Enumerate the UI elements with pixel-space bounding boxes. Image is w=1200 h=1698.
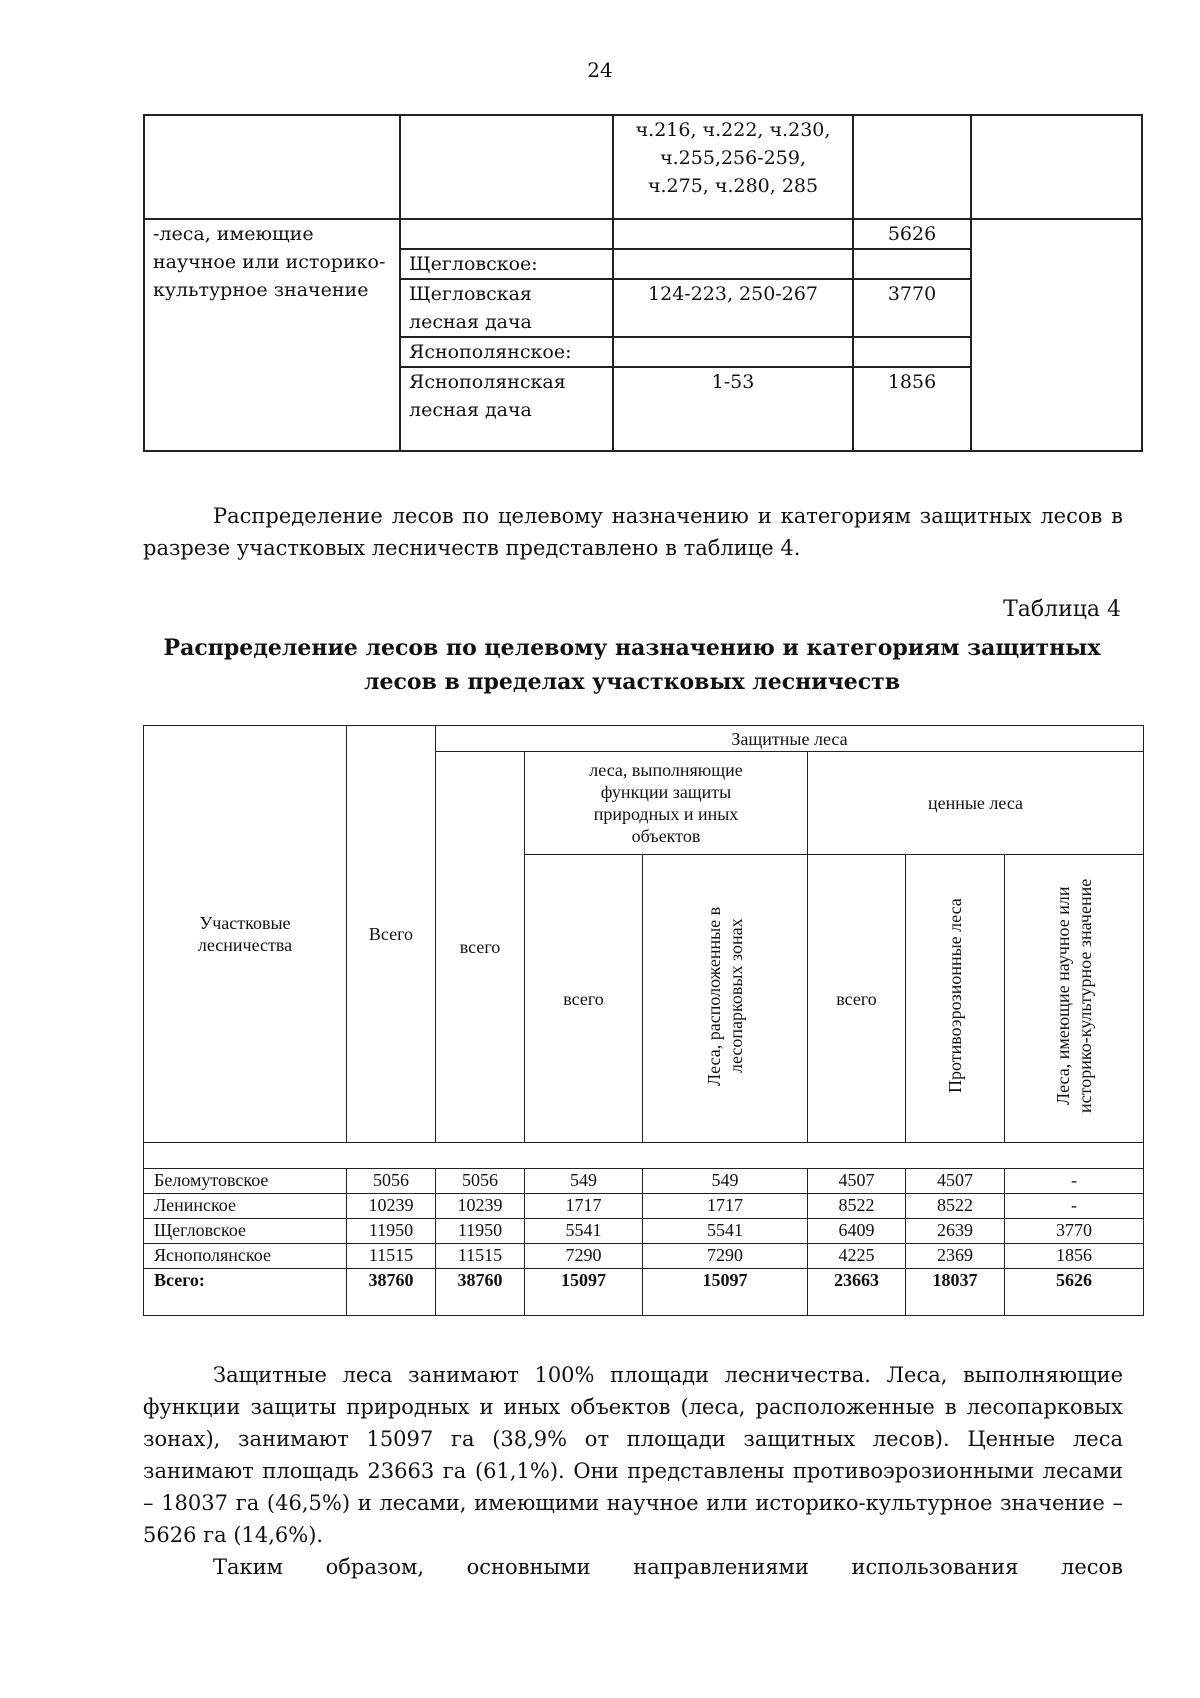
table-row: Беломутовское 5056 5056 549 549 4507 4507 -: [144, 1169, 1144, 1194]
compartments-cell: 124-223, 250-267: [613, 279, 854, 337]
forest-distribution-table: [143, 725, 1144, 1316]
header-scientific-cultural: Леса, имеющие научное или историко-культурное значение: [1053, 878, 1095, 1114]
page-number: 24: [587, 58, 613, 82]
area-cell: 1856: [853, 367, 970, 451]
header-forest-park-zones: Леса, расположенные в лесопарковых зонах: [704, 906, 746, 1086]
header-protective-total: всего: [436, 752, 525, 1143]
header-row: [144, 726, 1144, 752]
header-function-total: всего: [525, 855, 643, 1143]
forest-dacha-cell: Яснополянская лесная дача: [400, 367, 613, 451]
forest-dacha-cell: Щегловская лесная дача: [400, 279, 613, 337]
table-row: Яснополянское 11515 11515 7290 7290 4225 2369 1856: [144, 1244, 1144, 1269]
compartments-cell: 1-53: [613, 367, 854, 451]
header-total: Всего: [347, 726, 436, 1143]
header-function-forests: леса, выполняющие функции защиты природных и иных объектов: [525, 752, 808, 855]
header-valuable-total: всего: [808, 855, 906, 1143]
paragraph-summary: Защитные леса занимают 100% площади лесничества. Леса, выполняющие функции защиты природных и иных объектов (леса, расположенные в лесопарковых зонах), занимают 15097 га (38,9% от площади защитных лесов). Ценные леса занимают площадь 23663 га (61,1%). Они представлены противоэрозионными лесами – 18037 га (46,5%) и лесами, имеющими научное или историко-культурное значение – 5626 га (14,6%).: [143, 1363, 1123, 1547]
forestry-name-cell: Щегловское:: [400, 249, 613, 279]
table-row: [144, 219, 1142, 249]
spacer-row: [144, 1143, 1144, 1169]
table-row: Ленинское 10239 10239 1717 1717 8522 8522 -: [144, 1194, 1144, 1219]
paragraph-intro: Распределение лесов по целевому назначению и категориям защитных лесов в разрезе участковых лесничеств представлено в таблице 4.: [143, 504, 1123, 560]
header-forestry: Участковые лесничества: [144, 726, 347, 1143]
area-cell: 3770: [853, 279, 970, 337]
compartments-cell: ч.216, ч.222, ч.230, ч.255,256-259, ч.275, ч.280, 285: [613, 115, 854, 219]
forestry-name-cell: Яснополянское:: [400, 337, 613, 367]
category-cell: -леса, имеющие научное или историко-культурное значение: [144, 219, 400, 451]
table-row: [144, 115, 1142, 219]
total-row: Всего: 38760 38760 15097 15097 23663 18037 5626: [144, 1269, 1144, 1316]
header-protective: Защитные леса: [436, 726, 1144, 752]
paragraph-conclusion: Таким образом, основными направлениями использования лесов: [213, 1555, 1123, 1579]
continued-table: [143, 114, 1143, 452]
header-anti-erosion: Противоэрозионные леса: [945, 898, 965, 1094]
table-title: Распределение лесов по целевому назначению и категориям защитных лесов в пределах участковых лесничеств: [163, 635, 1101, 695]
table-row: Щегловское 11950 11950 5541 5541 6409 2639 3770: [144, 1219, 1144, 1244]
area-cell: 5626: [853, 219, 970, 249]
table-label: Таблица 4: [1003, 597, 1121, 622]
header-valuable-forests: ценные леса: [808, 752, 1144, 855]
